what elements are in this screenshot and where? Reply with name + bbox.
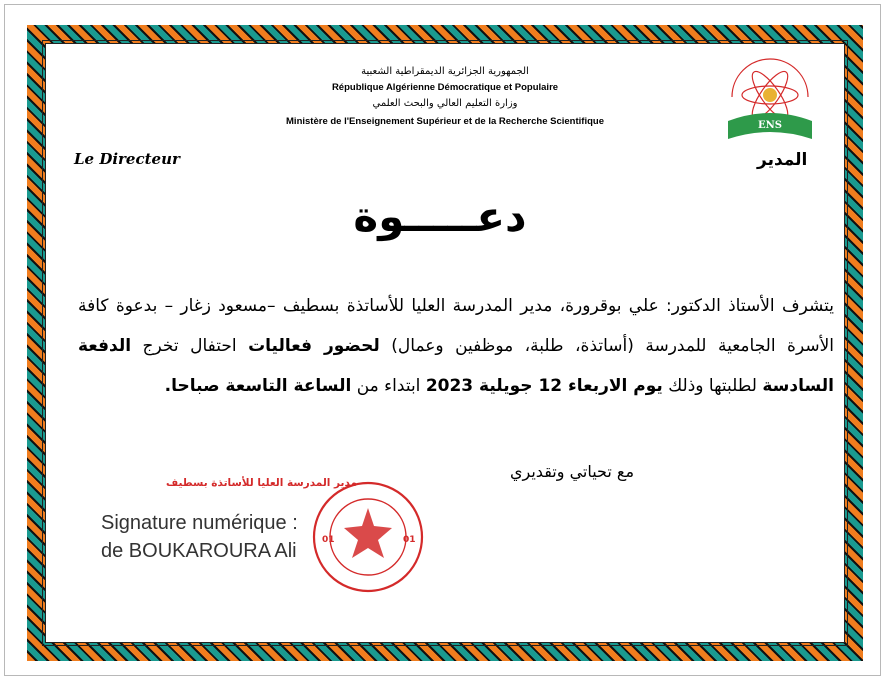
al-mudir-label: المدير bbox=[757, 150, 808, 170]
body-bold-2: الدفعة السادسة bbox=[78, 336, 834, 396]
digital-signature bbox=[101, 509, 298, 565]
logo-ens-text: ENS bbox=[758, 120, 782, 131]
svg-text:01: 01 bbox=[322, 535, 335, 545]
body-text-4: ابتداء من bbox=[351, 376, 426, 396]
invitation-title: دعـــــوة bbox=[353, 192, 527, 241]
body-text-3: لطلبتها وذلك bbox=[662, 376, 763, 396]
official-stamp-icon bbox=[304, 478, 432, 596]
signature-line-2: de BOUKAROURA Ali bbox=[101, 540, 297, 562]
svg-text:01: 01 bbox=[403, 535, 416, 545]
body-text-2: احتفال تخرج bbox=[131, 336, 249, 356]
body-bold-4: الساعة التاسعة صباحا bbox=[171, 376, 352, 396]
header-fr-republic: République Algérienne Démocratique et Populaire bbox=[331, 82, 559, 93]
signature-line-1: Signature numérique : bbox=[101, 512, 298, 534]
stamp-label: مدير المدرسة العليا للأساتذة بسطيف bbox=[166, 477, 358, 489]
header-ar-republic: الجمهورية الجزائرية الديمقراطية الشعبية bbox=[361, 66, 529, 77]
closing-text: مع تحياتي وتقديري bbox=[510, 462, 635, 481]
le-directeur-label: Le Directeur bbox=[74, 150, 180, 168]
body-text-5: . bbox=[164, 376, 172, 396]
header-fr-ministry: Ministère de l'Enseignement Supérieur et de la Recherche Scientifique bbox=[286, 116, 604, 127]
body-text-1: يتشرف الأستاذ الدكتور: علي بوقرورة، مدير المدرسة العليا للأساتذة بسطيف –مسعود زغار – بدعوة كافة الأسرة الجامعية للمدرسة (أساتذة، طلبة، موظفين وعمال) bbox=[78, 296, 835, 356]
invitation-body bbox=[78, 286, 834, 406]
body-bold-3: يوم الاربعاء 12 جويلية 2023 bbox=[425, 376, 663, 396]
header-ar-ministry: وزارة التعليم العالي والبحث العلمي bbox=[372, 98, 518, 109]
ens-logo-icon bbox=[722, 55, 818, 145]
body-bold-1: لحضور فعاليات bbox=[248, 336, 380, 356]
